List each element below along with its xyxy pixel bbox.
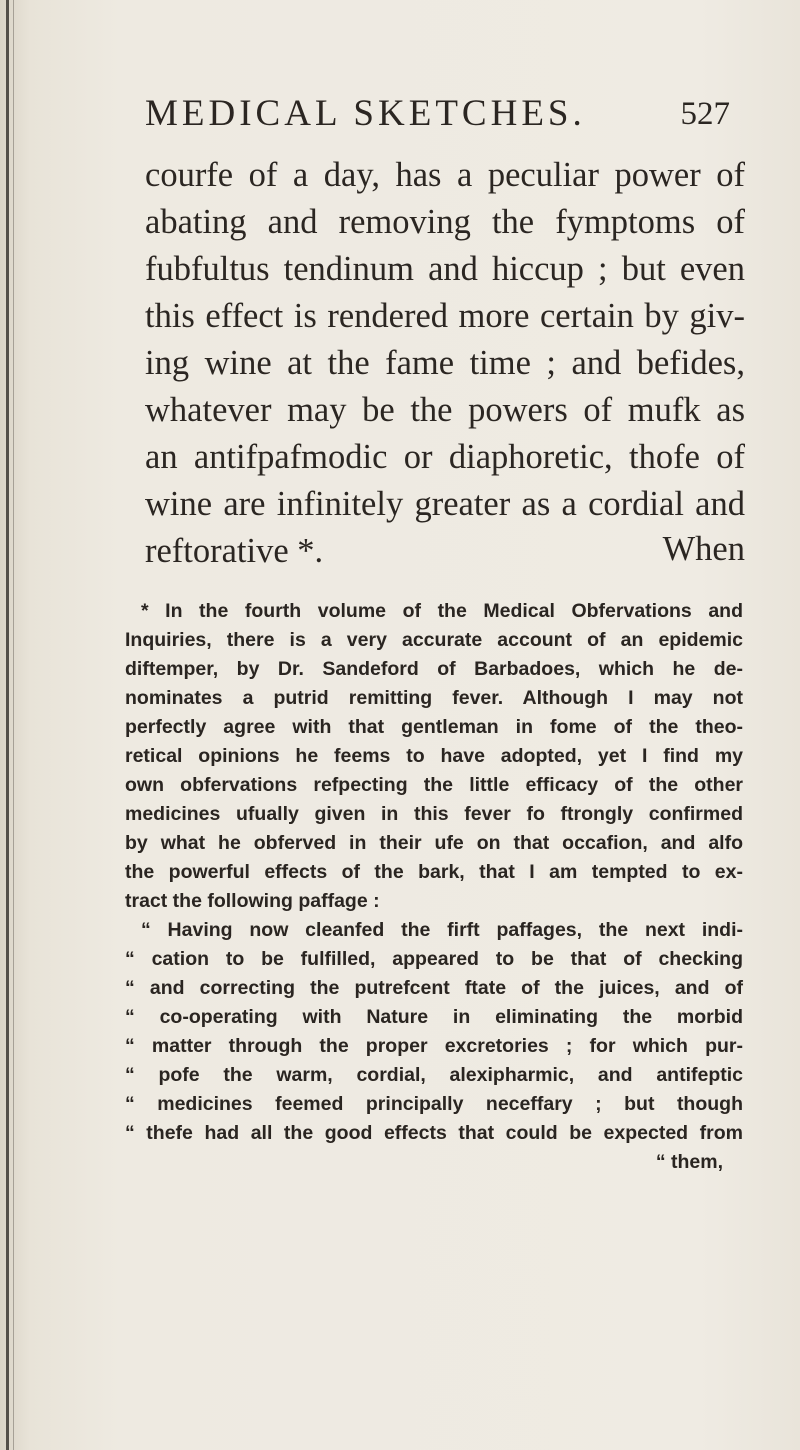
footnote-quote-line: “ medicines feemed principally neceffary ; but though — [125, 1093, 743, 1115]
footnote — [125, 597, 743, 1177]
footnote-line: medicines ufually given in this fever fo ftrongly confirmed — [125, 803, 743, 825]
running-head — [145, 92, 745, 142]
page-number: 527 — [680, 96, 730, 132]
body-line: abating and removing the fymptoms of — [145, 203, 745, 241]
binding-edge-inner — [13, 0, 14, 1450]
footnote-line: Inquiries, there is a very accurate account of an epidemic — [125, 629, 743, 651]
body-paragraph — [145, 152, 745, 575]
body-line: ing wine at the fame time ; and befides, — [145, 344, 745, 382]
footnote-line: * In the fourth volume of the Medical Obfervations and — [141, 600, 743, 622]
body-line: fubfultus tendinum and hiccup ; but even — [145, 250, 745, 288]
body-line: an antifpafmodic or diaphoretic, thofe of — [145, 438, 745, 476]
footnote-quote-line: “ thefe had all the good effects that could be expected from — [125, 1122, 743, 1144]
footnote-line: the powerful effects of the bark, that I am tempted to ex- — [125, 861, 743, 883]
footnote-line: by what he obferved in their ufe on that occafion, and alfo — [125, 832, 743, 854]
footnote-line: diftemper, by Dr. Sandeford of Barbadoes, which he de- — [125, 658, 743, 680]
footnote-quote-line: “ co-operating with Nature in eliminating the morbid — [125, 1006, 743, 1028]
body-line: reftorative *. — [145, 532, 324, 570]
footnote-quote-line: “ pofe the warm, cordial, alexipharmic, and antifeptic — [125, 1064, 743, 1086]
footnote-line: retical opinions he feems to have adopted, yet I find my — [125, 745, 743, 767]
footnote-line: perfectly agree with that gentleman in fome of the theo- — [125, 716, 743, 738]
body-line: courfe of a day, has a peculiar power of — [145, 156, 745, 194]
binding-edge — [6, 0, 9, 1450]
body-line: whatever may be the powers of mufk as — [145, 391, 745, 429]
footnote-quote-line: “ and correcting the putrefcent ftate of the juices, and of — [125, 977, 743, 999]
footnote-line: own obfervations refpecting the little efficacy of the other — [125, 774, 743, 796]
catchword: When — [662, 530, 745, 568]
footnote-quote-line: “ them, — [655, 1151, 723, 1173]
footnote-quote-line: “ cation to be fulfilled, appeared to be that of checking — [125, 948, 743, 970]
footnote-line: tract the following paffage : — [125, 890, 380, 912]
footnote-quote-line: “ Having now cleanfed the firft paffages, the next indi- — [141, 919, 743, 941]
footnote-line: nominates a putrid remitting fever. Although I may not — [125, 687, 743, 709]
body-line: this effect is rendered more certain by giv- — [145, 297, 745, 335]
body-line: wine are infinitely greater as a cordial and — [145, 485, 745, 523]
footnote-quote-line: “ matter through the proper excretories ; for which pur- — [125, 1035, 743, 1057]
running-title: MEDICAL SKETCHES. — [145, 93, 586, 134]
